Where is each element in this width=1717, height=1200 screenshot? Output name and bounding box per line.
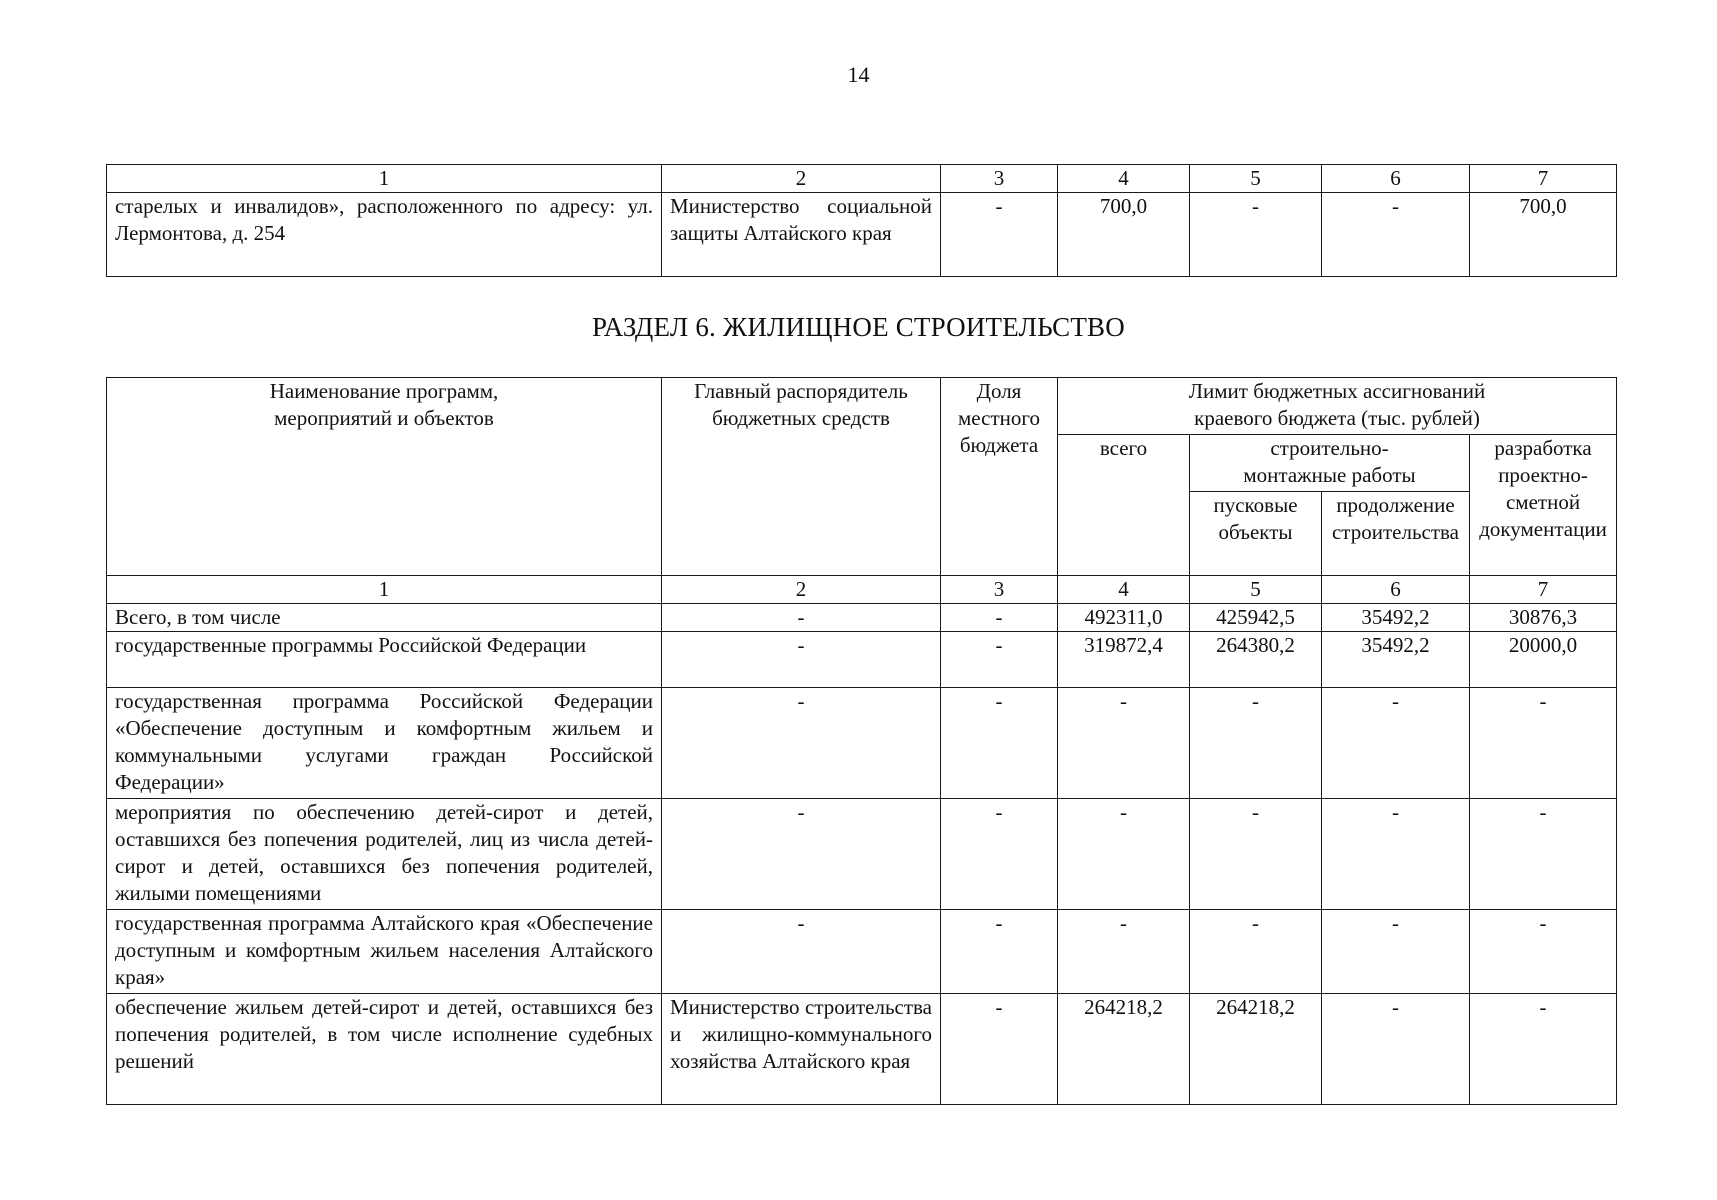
header-local-share: Доля местного бюджета [941,378,1058,576]
column-number: 3 [941,165,1058,193]
row-name: старелых и инвалидов», расположенного по адресу: ул. Лермонтова, д. 254 [107,193,662,277]
table-row [107,604,1617,632]
column-number: 7 [1470,165,1617,193]
table-row [107,193,1617,277]
header-launch: пусковые объекты [1190,492,1322,576]
table-row [107,632,1617,688]
row-continuation: 35492,2 [1322,604,1470,632]
row-launch: 425942,5 [1190,604,1322,632]
row-local-share: - [941,604,1058,632]
table-row [107,688,1617,799]
row-total: - [1058,910,1190,994]
row-name: мероприятия по обеспечению детей-сирот и детей, оставшихся без попечения родителей, лиц из числа детей-сирот и детей, оставшихся без попечения родителей, жилыми помещениями [107,799,662,910]
row-continuation: - [1322,994,1470,1105]
row-name: государственная программа Российской Федерации «Обеспечение доступным и комфортным жильем и коммунальными услугами граждан Российской Федерации» [107,688,662,799]
row-design: - [1470,688,1617,799]
row-continuation: 35492,2 [1322,632,1470,688]
row-launch: - [1190,688,1322,799]
column-number: 6 [1322,165,1470,193]
row-continuation: - [1322,688,1470,799]
column-number-row [107,576,1617,604]
row-local-share: - [941,799,1058,910]
row-launch: 264380,2 [1190,632,1322,688]
row-name: государственные программы Российской Федерации [107,632,662,688]
row-total: - [1058,799,1190,910]
row-name: государственная программа Алтайского края «Обеспечение доступным и комфортным жильем населения Алтайского края» [107,910,662,994]
row-design: - [1470,799,1617,910]
header-name: Наименование программ, мероприятий и объектов [107,378,662,576]
row-continuation: - [1322,910,1470,994]
row-name: Всего, в том числе [107,604,662,632]
column-number: 1 [107,576,662,604]
header-total: всего [1058,435,1190,576]
row-launch: - [1190,910,1322,994]
row-continuation: - [1322,193,1470,277]
header-design: разработка проектно-сметной документации [1470,435,1617,576]
row-launch: - [1190,193,1322,277]
row-launch: - [1190,799,1322,910]
column-number: 2 [662,165,941,193]
header-continuation: продолжение строительства [1322,492,1470,576]
row-name: обеспечение жильем детей-сирот и детей, оставшихся без попечения родителей, в том числе исполнение судебных решений [107,994,662,1105]
row-design: - [1470,994,1617,1105]
column-number: 4 [1058,165,1190,193]
row-local-share: - [941,994,1058,1105]
section-title: РАЗДЕЛ 6. ЖИЛИЩНОЕ СТРОИТЕЛЬСТВО [592,312,1125,342]
row-total: 492311,0 [1058,604,1190,632]
column-number: 5 [1190,165,1322,193]
row-administrator: - [662,632,941,688]
row-design: 20000,0 [1470,632,1617,688]
row-design: - [1470,910,1617,994]
column-number: 5 [1190,576,1322,604]
column-number: 1 [107,165,662,193]
column-number-row [107,165,1617,193]
housing-construction-table [106,377,1617,1105]
table-row [107,799,1617,910]
row-local-share: - [941,193,1058,277]
header-construction: строительно-монтажные работы [1190,435,1470,492]
row-design: 30876,3 [1470,604,1617,632]
column-number: 3 [941,576,1058,604]
row-total: - [1058,688,1190,799]
row-design: 700,0 [1470,193,1617,277]
row-administrator: - [662,910,941,994]
row-local-share: - [941,910,1058,994]
page-number: 14 [847,62,870,87]
header-limit: Лимит бюджетных ассигнований краевого бюджета (тыс. рублей) [1058,378,1617,435]
row-administrator: Министерство строительства и жилищно-коммунального хозяйства Алтайского края [662,994,941,1105]
row-local-share: - [941,632,1058,688]
row-administrator: - [662,604,941,632]
header-administrator: Главный распорядитель бюджетных средств [662,378,941,576]
row-administrator: - [662,799,941,910]
row-local-share: - [941,688,1058,799]
column-number: 2 [662,576,941,604]
row-administrator: Министерство социальной защиты Алтайского края [662,193,941,277]
row-total: 264218,2 [1058,994,1190,1105]
header-row [107,378,1617,435]
column-number: 7 [1470,576,1617,604]
row-total: 319872,4 [1058,632,1190,688]
row-total: 700,0 [1058,193,1190,277]
column-number: 6 [1322,576,1470,604]
table-row [107,994,1617,1105]
row-continuation: - [1322,799,1470,910]
row-launch: 264218,2 [1190,994,1322,1105]
table-row [107,910,1617,994]
row-administrator: - [662,688,941,799]
column-number: 4 [1058,576,1190,604]
continuation-table [106,164,1617,277]
